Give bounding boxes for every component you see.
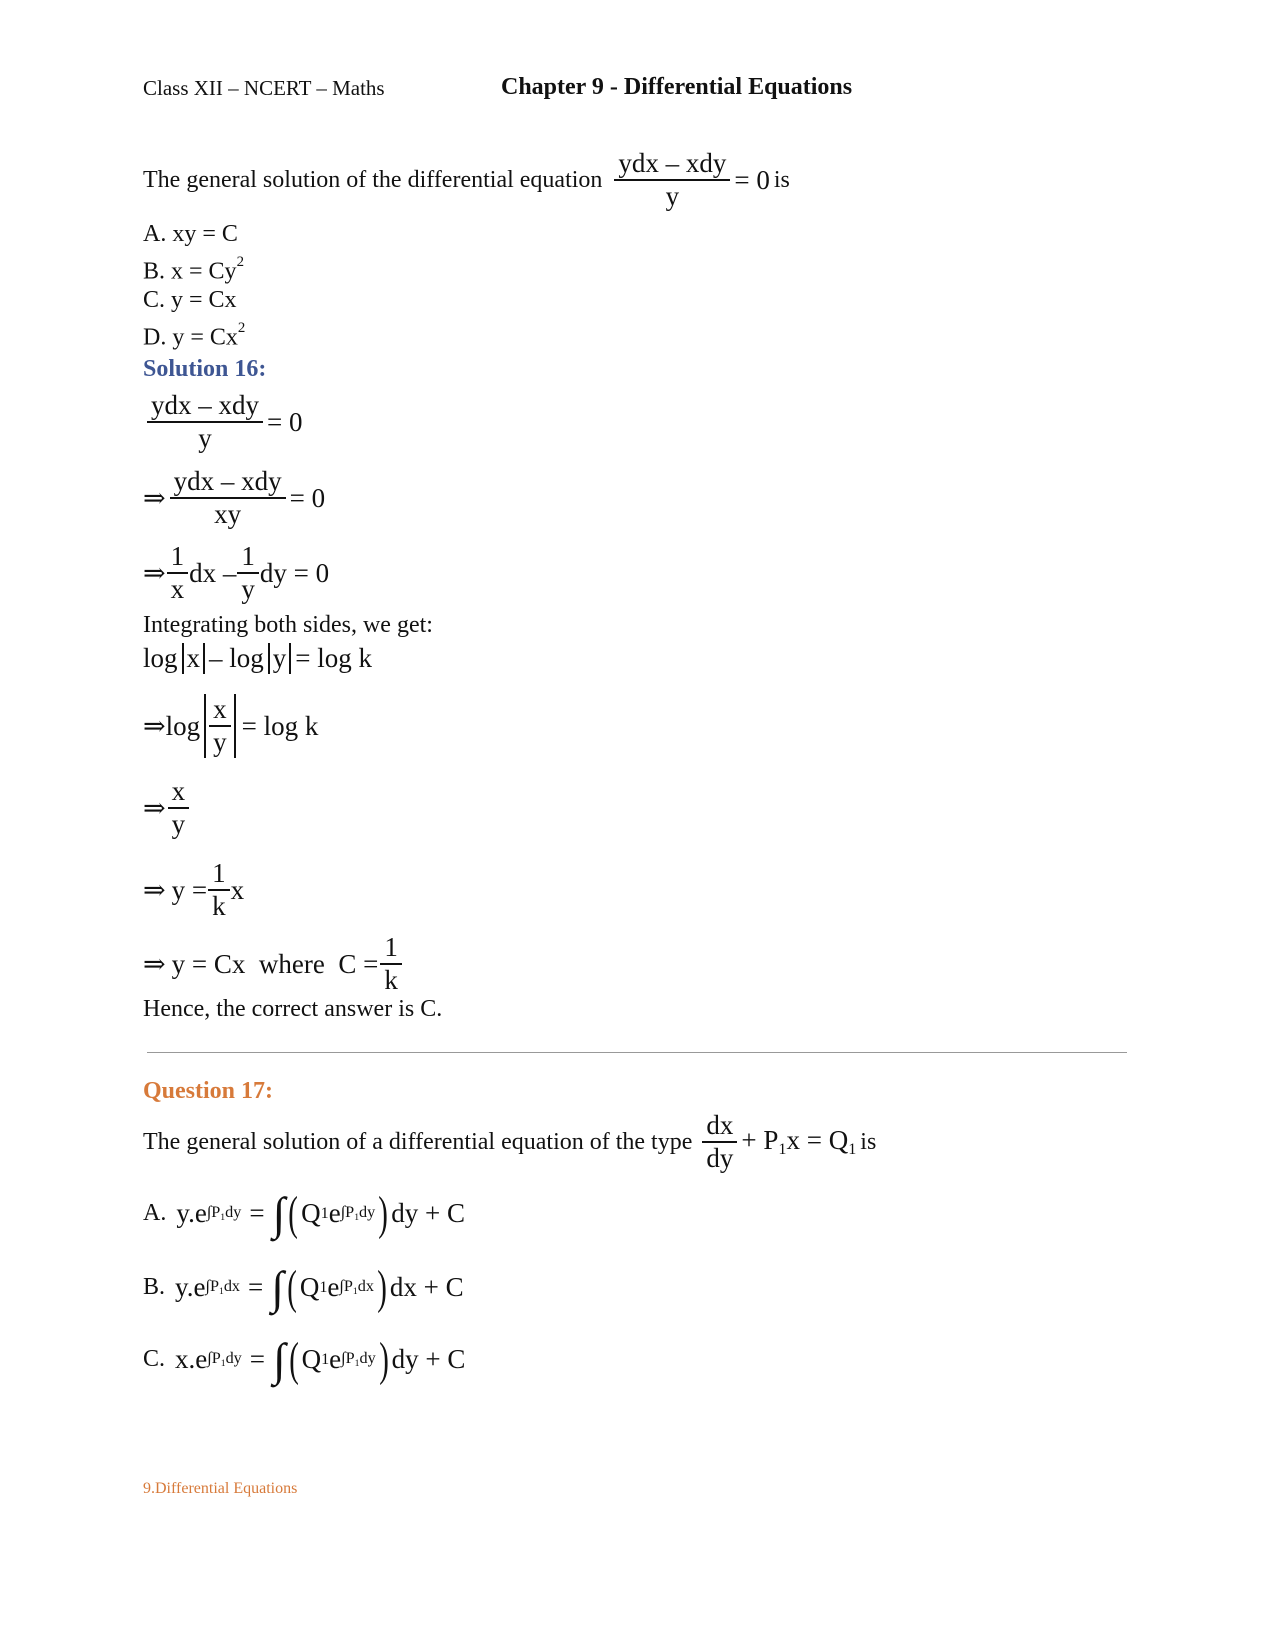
option-a: A. xy = C <box>143 221 238 247</box>
solution-step-1: $\frac{\text{ydx – xdy}}{y}$ = 0 <box>143 382 302 462</box>
solution-step-6: ⇒ $\frac{x}{y}$ <box>143 770 193 846</box>
solution-16-heading: Solution 16: <box>143 356 267 382</box>
fraction-numerator: ydx – xdy <box>614 148 730 181</box>
solution-step-2: ⇒ $\frac{\text{ydx – xdy}}{xy}$ = 0 <box>143 465 326 529</box>
implies-arrow: ⇒ <box>143 557 166 588</box>
step-1-fraction: $\frac{\text{ydx – xdy}}{y}$ <box>147 390 263 454</box>
solution-step-7: ⇒ y = $\frac{1}{k}$ x <box>143 857 245 921</box>
equation-rhs: = 0 <box>734 164 770 195</box>
question-17-option-a: A. y.e $\int P_1dy$ = ∫ ( Q 1 e $\int P_1dy$ ) dy + C <box>143 1186 465 1240</box>
solution-step-8: ⇒ y = Cx where C = $\frac{1}{k}$ <box>143 926 404 1002</box>
option-d: D. $y = Cx^2$ <box>143 319 246 351</box>
question-16-options <box>143 220 245 351</box>
implies-arrow: ⇒ <box>143 482 166 513</box>
question-17-option-b: B. y.e $\int P_1dx$ = ∫ ( Q 1 e $\int P_1dx$ ) dx + C <box>143 1260 464 1314</box>
integrating-text: Integrating both sides, we get: <box>143 612 433 638</box>
header-class-label: Class XII – NCERT – Maths <box>143 76 385 100</box>
solution-step-3: ⇒ $\frac{1}{x}$ dx – $\frac{1}{y}$ dy = 0 <box>143 540 330 604</box>
question-16-fraction <box>614 148 730 212</box>
equation-tail: is <box>773 166 790 193</box>
integral-sign: ∫ <box>272 1187 286 1239</box>
integral-sign: ∫ <box>271 1261 284 1313</box>
question-16-text: The general solution of the differential equation <box>143 166 603 193</box>
section-divider <box>147 1052 1127 1053</box>
fraction-denominator: y <box>665 181 680 211</box>
option-c: C. y = Cx <box>143 286 237 313</box>
option-b: B. $x = Cy^2$ <box>143 254 244 285</box>
question-16-prompt <box>143 140 790 220</box>
page-footer: 9.Differential Equations <box>143 1480 298 1497</box>
step-2-fraction: $\frac{\text{ydx – xdy}}{xy}$ <box>170 466 286 530</box>
chapter-title: Chapter 9 - Differential Equations <box>501 74 853 100</box>
question-17-option-c: C. x.e $\int P_1dy$ = ∫ ( Q 1 e $\int P_1dy$ ) dy + C <box>143 1332 466 1386</box>
question-17-prompt: The general solution of a differential equation of the type $\frac{dx}{dy}$ + $P_1x = Q_1$ is <box>143 1109 877 1173</box>
question-17-heading: Question 17: <box>143 1078 274 1104</box>
solution-16-conclusion: Hence, the correct answer is C. <box>143 996 443 1022</box>
solution-step-4: log x – log y = log k <box>143 643 373 673</box>
integral-sign: ∫ <box>272 1333 286 1385</box>
solution-step-5: ⇒ log $\frac{x}{y}$ = log k <box>143 693 319 757</box>
